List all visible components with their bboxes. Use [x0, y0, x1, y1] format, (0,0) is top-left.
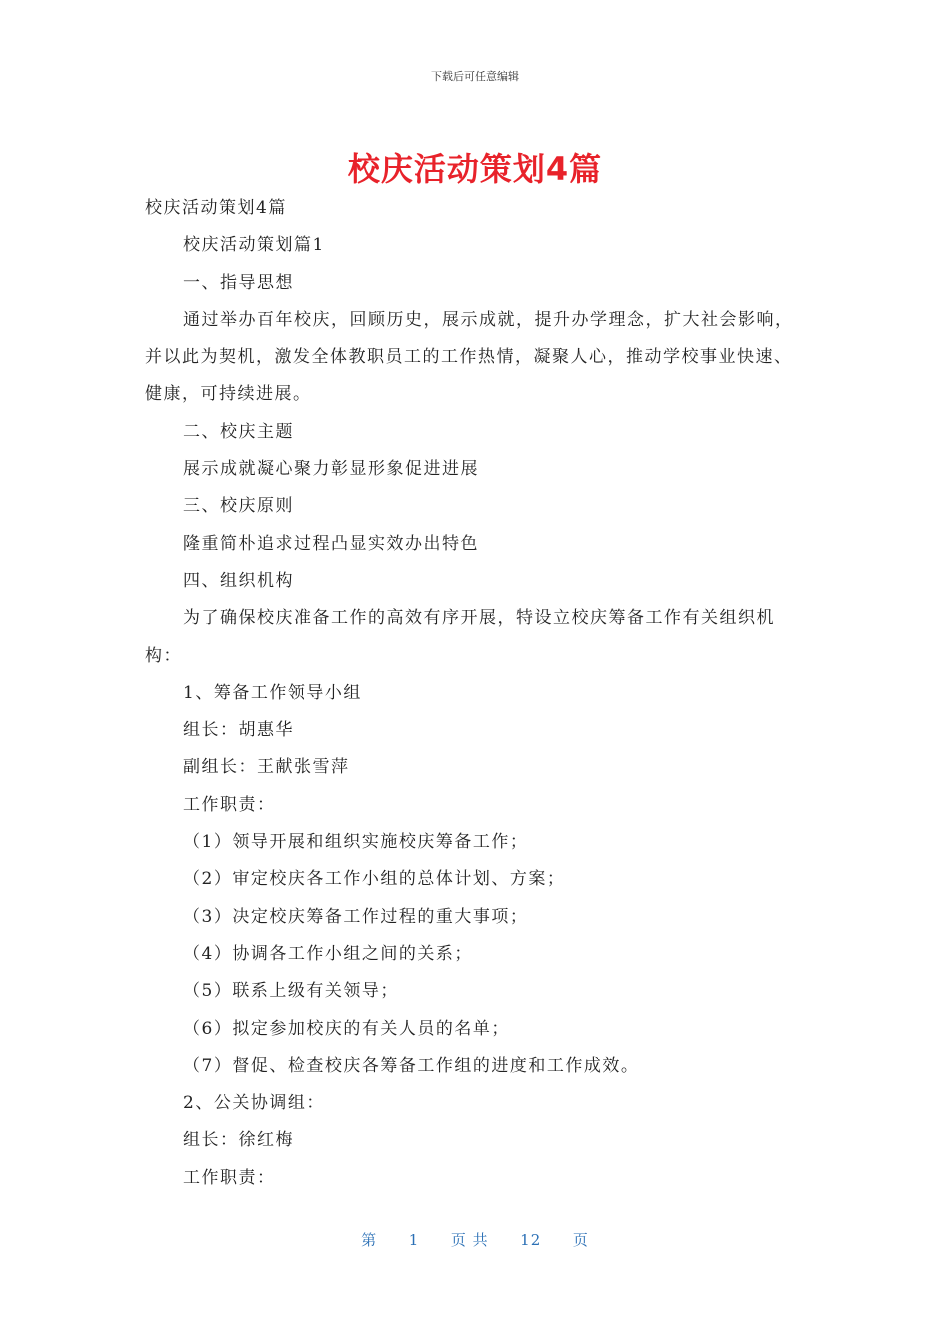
paragraph-line: 组长：胡惠华: [183, 720, 294, 741]
paragraph-line: 工作职责：: [183, 794, 276, 815]
footer-mid: 页 共: [450, 1231, 489, 1249]
document-title: 校庆活动策划4篇: [347, 150, 603, 188]
paragraph-line: 隆重简朴追求过程凸显实效办出特色: [183, 533, 479, 554]
paragraph-line: 通过举办百年校庆，回顾历史，展示成就，提升办学理念，扩大社会影响，: [183, 309, 794, 330]
document-body: [145, 190, 810, 1197]
paragraph-line: 校庆活动策划4篇: [145, 198, 287, 218]
header-note: 下载后可任意编辑: [431, 70, 519, 83]
footer-total-pages: 12: [520, 1231, 542, 1249]
paragraph-line: 二、校庆主题: [183, 421, 294, 442]
paragraph-line: 四、组织机构: [183, 570, 294, 591]
paragraph-line: 组长：徐红梅: [183, 1130, 294, 1151]
paragraph-line: （5）联系上级有关领导；: [183, 981, 399, 1002]
paragraph-line: 为了确保校庆准备工作的高效有序开展，特设立校庆筹备工作有关组织机: [183, 608, 775, 629]
paragraph-line: 2、公关协调组：: [183, 1093, 325, 1114]
paragraph-line: （4）协调各工作小组之间的关系；: [183, 943, 473, 964]
paragraph-line: 校庆活动策划篇1: [183, 235, 325, 256]
paragraph-line: 1、筹备工作领导小组: [183, 682, 362, 703]
footer-page-number: 1: [408, 1231, 420, 1249]
footer-suffix: 页: [572, 1231, 589, 1249]
paragraph-line: （3）决定校庆筹备工作过程的重大事项；: [183, 906, 529, 927]
paragraph-line: 三、校庆原则: [183, 496, 294, 517]
paragraph-line: 健康，可持续进展。: [145, 384, 312, 405]
paragraph-line: 副组长：王献张雪萍: [183, 757, 350, 778]
paragraph-line: （6）拟定参加校庆的有关人员的名单；: [183, 1018, 510, 1039]
paragraph-line: 工作职责：: [183, 1167, 276, 1188]
paragraph-line: （7）督促、检查校庆各筹备工作组的进度和工作成效。: [183, 1055, 640, 1076]
paragraph-line: 构：: [145, 645, 182, 666]
footer-prefix: 第: [361, 1231, 378, 1249]
paragraph-line: 展示成就凝心聚力彰显形象促进进展: [183, 459, 479, 480]
paragraph-line: （2）审定校庆各工作小组的总体计划、方案；: [183, 869, 566, 890]
page-footer: [0, 1229, 950, 1250]
paragraph-line: （1）领导开展和组织实施校庆筹备工作；: [183, 832, 529, 853]
paragraph-line: 并以此为契机，激发全体教职员工的工作热情，凝聚人心，推动学校事业快速、: [145, 347, 793, 368]
paragraph-line: 一、指导思想: [183, 272, 294, 293]
